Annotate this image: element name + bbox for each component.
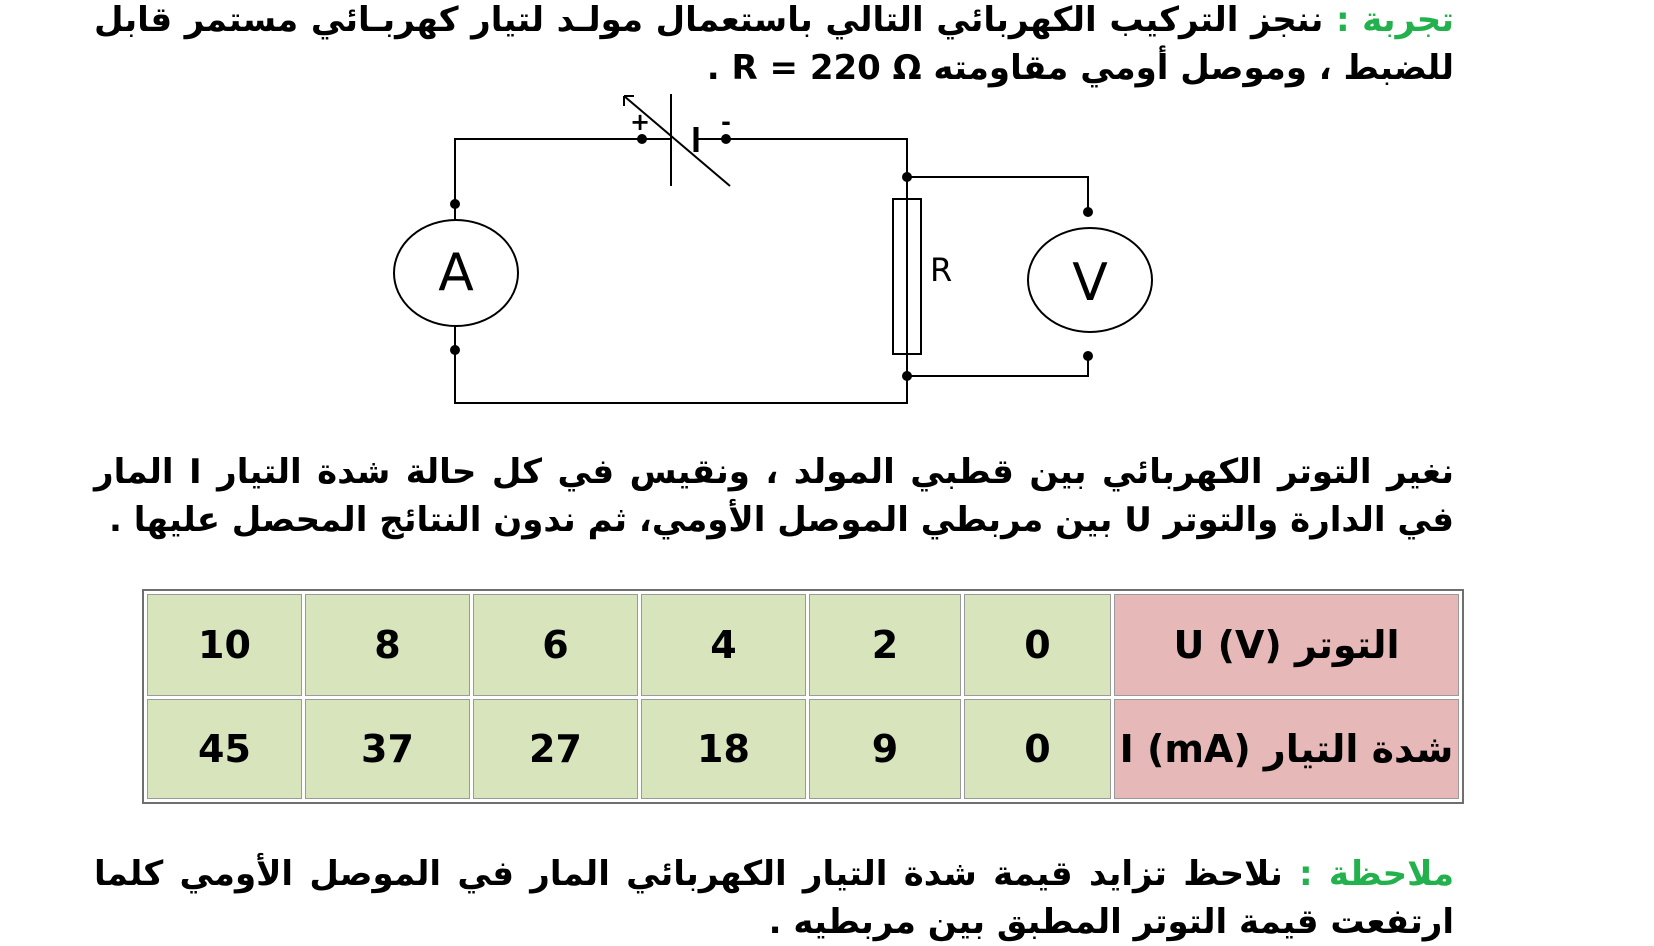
intro-text: ننجز التركيب الكهربائي التالي باستعمال مولـد لتيار كهربـائي مستمر قابل للضبط ، وموصل أومي مقاومته R = 220 Ω . xyxy=(94,0,1454,88)
ammeter-label: A xyxy=(438,243,474,303)
battery-plus-label: + xyxy=(630,108,651,136)
measurements-table xyxy=(142,589,1464,804)
battery-minus-label: - xyxy=(721,108,731,136)
wire-top-left xyxy=(455,139,642,204)
table-row xyxy=(147,594,1459,696)
note-label: ملاحظة : xyxy=(1299,854,1455,894)
resistor-label: R xyxy=(930,251,953,289)
note-text: نلاحظ تزايد قيمة شدة التيار الكهربائي المار في الموصل الأومي كلما ارتفعت قيمة التوتر المطبق بين مربطيه . xyxy=(94,854,1454,942)
wire-top-right xyxy=(455,139,907,403)
note-paragraph xyxy=(94,850,1454,946)
junction-dots xyxy=(450,134,1093,381)
table-cell: 45 xyxy=(147,699,302,799)
table-cell: 2 xyxy=(809,594,961,696)
voltmeter-label: V xyxy=(1072,253,1108,313)
table-cell: 37 xyxy=(305,699,470,799)
table-cell: 10 xyxy=(147,594,302,696)
wire-voltmeter-return xyxy=(907,356,1088,376)
table-cell: 0 xyxy=(964,699,1111,799)
intro-paragraph xyxy=(94,0,1454,92)
table-cell: 18 xyxy=(641,699,806,799)
experiment-label: تجربة : xyxy=(1335,0,1454,40)
table-cell: 27 xyxy=(473,699,638,799)
current-row-header: شدة التيار I (mA) xyxy=(1114,699,1459,799)
table-cell: 6 xyxy=(473,594,638,696)
table-cell: 4 xyxy=(641,594,806,696)
circuit-diagram xyxy=(380,92,1180,422)
procedure-paragraph xyxy=(94,448,1454,544)
table-cell: 9 xyxy=(809,699,961,799)
procedure-text: نغير التوتر الكهربائي بين قطبي المولد ، ونقيس في كل حالة شدة التيار I المار في الدارة والتوتر U بين مربطي الموصل الأومي، ثم ندون النتائج المحصل عليها . xyxy=(94,452,1454,540)
table-cell: 8 xyxy=(305,594,470,696)
wire-voltmeter-branch xyxy=(907,177,1088,212)
voltage-row-header: التوتر U (V) xyxy=(1114,594,1459,696)
table-row xyxy=(147,699,1459,799)
table-cell: 0 xyxy=(964,594,1111,696)
